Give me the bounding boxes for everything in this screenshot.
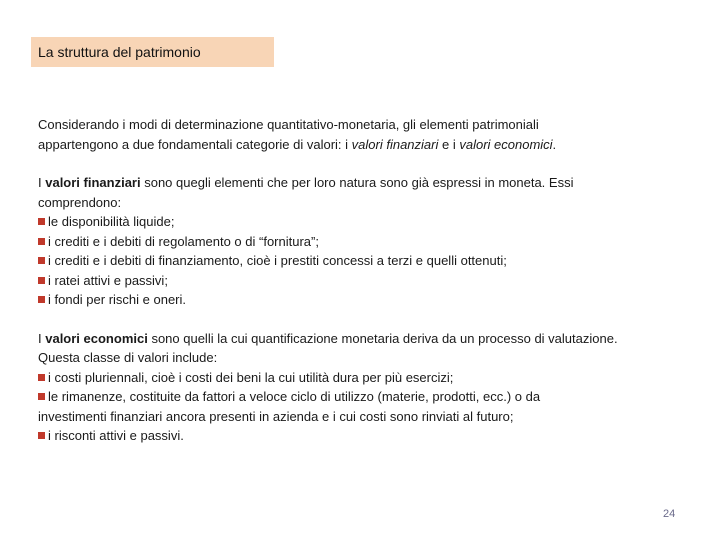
bullet-square-icon xyxy=(38,277,45,284)
slide-title xyxy=(31,37,274,67)
bullet-square-icon xyxy=(38,393,45,400)
intro-text: e i xyxy=(438,136,460,152)
bullet-square-icon xyxy=(38,432,45,439)
economic-term: valori economici xyxy=(45,330,148,346)
list-item-text: i costi pluriennali, cioè i costi dei beni la cui utilità dura per più esercizi; xyxy=(48,369,454,385)
list-item-text: i risconti attivi e passivi. xyxy=(48,428,184,443)
list-item xyxy=(38,212,698,232)
list-item-text: i crediti e i debiti di finanziamento, cioè i prestiti concessi a terzi e quelli ottenuti; xyxy=(48,253,507,268)
economic-lead xyxy=(38,329,698,349)
slide-body xyxy=(38,115,698,446)
economic-lead-2: Questa classe di valori include: xyxy=(38,350,218,365)
page-number: 24 xyxy=(663,508,676,520)
bullet-square-icon xyxy=(38,257,45,264)
list-item-text: le rimanenze, costituite da fattori a veloce ciclo di utilizzo (materie, prodotti, ecc.) o da xyxy=(48,389,541,404)
economic-lead-text: sono quelli la cui quantificazione monetaria deriva da un processo di valutazione. xyxy=(147,330,618,346)
list-item xyxy=(38,368,698,388)
list-item xyxy=(38,387,698,407)
financial-term: valori finanziari xyxy=(45,175,141,190)
list-item-text: i crediti e i debiti di regolamento o di “fornitura”; xyxy=(48,233,319,249)
list-item xyxy=(38,290,698,310)
financial-lead-2: comprendono: xyxy=(38,194,122,210)
slide-title-text: La struttura del patrimonio xyxy=(38,44,201,60)
bullet-square-icon xyxy=(38,218,45,225)
intro-text: . xyxy=(552,136,557,152)
list-item xyxy=(38,232,698,252)
bullet-square-icon xyxy=(38,238,45,245)
financial-lead-text: sono quegli elementi che per loro natura sono già espressi in moneta. Essi xyxy=(140,175,574,190)
bullet-square-icon xyxy=(38,296,45,303)
economic-section xyxy=(38,329,698,446)
intro-line-1: Considerando i modi di determinazione quantitativo-monetaria, gli elementi patrimoniali xyxy=(38,117,539,132)
list-item-continuation: investimenti finanziari ancora presenti in azienda e i cui costi sono rinviati al futuro; xyxy=(38,408,514,424)
list-item-text: i fondi per rischi e oneri. xyxy=(48,292,187,307)
financial-section xyxy=(38,173,698,310)
intro-paragraph xyxy=(38,115,698,154)
list-item xyxy=(38,426,698,446)
intro-emphasis-economic: valori economici xyxy=(459,136,553,152)
intro-text: appartengono a due fondamentali categorie di valori: i xyxy=(38,136,352,152)
economic-lead-text: I xyxy=(38,330,46,346)
bullet-square-icon xyxy=(38,374,45,381)
list-item-text: le disponibilità liquide; xyxy=(48,214,175,229)
intro-line-2 xyxy=(38,135,698,155)
list-item xyxy=(38,251,698,271)
financial-lead-text: I xyxy=(38,175,46,190)
intro-emphasis-financial: valori finanziari xyxy=(351,136,439,152)
list-item-text: i ratei attivi e passivi; xyxy=(48,272,168,288)
financial-lead xyxy=(38,173,698,193)
list-item xyxy=(38,271,698,291)
